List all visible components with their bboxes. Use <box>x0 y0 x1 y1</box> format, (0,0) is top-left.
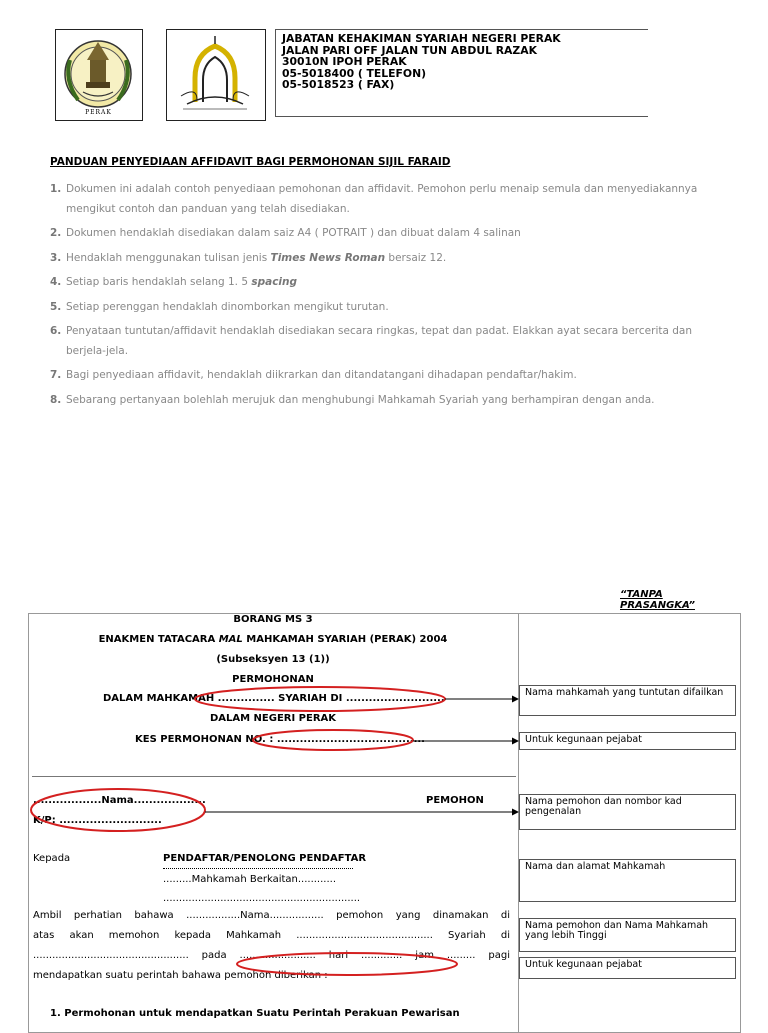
tanpa-line: “TANPA <box>620 589 663 600</box>
notice-paragraph-line: Ambil perhatian bahawa .................Nama................. pemohon yang dinamakan di <box>33 910 510 921</box>
prasangka-line: PRASANGKA” <box>620 600 695 611</box>
guide-item-number: 7. <box>50 369 62 381</box>
guide-item <box>50 366 730 386</box>
spacing-emphasis: spacing <box>251 276 298 288</box>
guide-item <box>50 391 730 411</box>
note-kegunaan-pejabat-2: Untuk kegunaan pejabat <box>519 957 736 979</box>
guide-item-text: Penyataan tuntutan/affidavit hendaklah disediakan secara ringkas, tepat dan padat. Elakkan ayat secara bercerita dan berjela-jela. <box>66 325 693 357</box>
address-line: JALAN PARI OFF JALAN TUN ABDUL RAZAK <box>282 43 537 57</box>
guide-item-text: Bagi penyediaan affidavit, hendaklah diikrarkan dan ditandatangani dihadapan pendaftar/hakim. <box>66 369 577 381</box>
enakmen-pre: ENAKMEN TATACARA <box>98 634 219 645</box>
address-dots-line: .............................................................. <box>163 893 361 904</box>
guide-list <box>50 180 730 415</box>
address-line: 05-5018400 ( TELEFON) <box>282 66 427 80</box>
enakmen-title <box>28 634 518 645</box>
notice-paragraph-line: mendapatkan suatu perintah bahawa pemohon diberikan : <box>33 970 328 981</box>
guide-item-number: 2. <box>50 227 62 239</box>
guide-item <box>50 180 730 219</box>
jabatan-logo <box>166 29 266 121</box>
kp-field: K/P: ........................... <box>33 815 162 826</box>
guide-item-number: 1. <box>50 183 62 195</box>
guide-item-text: Dokumen ini adalah contoh penyediaan pemohonan dan affidavit. Pemohon perlu menaip semula dan menyediakannya mengikut contoh dan panduan yang telah disediakan. <box>66 183 698 215</box>
note-kegunaan-pejabat: Untuk kegunaan pejabat <box>519 732 736 750</box>
guide-item-number: 8. <box>50 393 62 406</box>
kepada-label: Kepada <box>33 853 71 864</box>
guide-item-text: Setiap baris hendaklah selang 1. 5 <box>66 276 252 288</box>
guide-item-text: Dokumen hendaklah disediakan dalam saiz A4 ( POTRAIT ) dan dibuat dalam 4 salinan <box>66 227 521 239</box>
font-name-emphasis: Times News Roman <box>270 251 386 264</box>
tanpa-prasangka-label <box>620 589 695 611</box>
guide-item <box>50 322 730 361</box>
guide-item-text: Hendaklah menggunakan tulisan jenis <box>66 251 271 264</box>
perak-label: PERAK <box>85 109 112 116</box>
guide-title: PANDUAN PENYEDIAAN AFFIDAVIT BAGI PERMOHONAN SIJIL FARAID <box>50 156 451 168</box>
address-line: 05-5018523 ( FAX) <box>282 78 395 91</box>
guide-item-text: Setiap perenggan hendaklah dinomborkan mengikut turutan. <box>66 300 389 313</box>
note-mahkamah-tinggi: Nama pemohon dan Nama Mahkamah yang lebih Tinggi <box>519 918 736 952</box>
guide-item-text: Sebarang pertanyaan bolehlah merujuk dan menghubungi Mahkamah Syariah yang berhampiran dengan anda. <box>66 393 655 406</box>
dome-emblem-icon <box>167 30 264 119</box>
guide-item-number: 5. <box>50 300 62 313</box>
guide-item-number: 3. <box>50 251 62 264</box>
notice-paragraph-line: atas akan memohon kepada Mahkamah ........................................... Syariah di <box>33 930 510 941</box>
guide-item <box>50 224 730 244</box>
perak-crest-icon <box>56 30 141 119</box>
guide-item-number: 4. <box>50 276 62 288</box>
dalam-negeri-line: DALAM NEGERI PERAK <box>209 713 337 724</box>
mahkamah-berkaitan-field: .........Mahkamah Berkaitan............ <box>163 874 337 885</box>
permohonan-heading: PERMOHONAN <box>232 674 314 685</box>
nama-field: ..................Nama................... <box>33 795 206 806</box>
enakmen-post: MAHKAMAH SYARIAH (PERAK) 2004 <box>242 634 448 645</box>
perak-crest-logo <box>55 29 143 121</box>
guide-item <box>50 273 730 293</box>
permohonan-item-1: 1. Permohonan untuk mendapatkan Suatu Perintah Perakuan Pewarisan <box>50 1008 460 1019</box>
guide-item <box>50 249 730 269</box>
guide-item-number: 6. <box>50 325 62 337</box>
address-line: JABATAN KEHAKIMAN SYARIAH NEGERI PERAK <box>282 32 561 45</box>
form-separator <box>32 776 516 777</box>
note-alamat-mahkamah: Nama dan alamat Mahkamah <box>519 859 736 902</box>
enakmen-mal: MAL <box>218 634 243 645</box>
address-box <box>275 29 648 117</box>
guide-item-text: bersaiz 12. <box>385 251 447 264</box>
note-nama-pemohon: Nama pemohon dan nombor kad pengenalan <box>519 794 736 830</box>
subseksyen-line: (Subseksyen 13 (1)) <box>216 654 330 665</box>
address-line: 30010N IPOH PERAK <box>282 55 407 68</box>
borang-title: BORANG MS 3 <box>233 614 313 625</box>
pendaftar-underline <box>163 868 353 869</box>
note-nama-mahkamah: Nama mahkamah yang tuntutan difailkan <box>519 685 736 716</box>
pemohon-label: PEMOHON <box>426 795 484 806</box>
pendaftar-heading: PENDAFTAR/PENOLONG PENDAFTAR <box>163 853 367 864</box>
guide-item <box>50 298 730 318</box>
dalam-mahkamah-line: DALAM MAHKAMAH ............... SYARIAH DI .......................... <box>103 693 445 704</box>
kes-permohonan-line: KES PERMOHONAN NO. : ....................................... <box>135 734 425 745</box>
notice-paragraph-line: ................................................. pada ........................ hari ............. jam ......... pagi <box>33 950 510 961</box>
